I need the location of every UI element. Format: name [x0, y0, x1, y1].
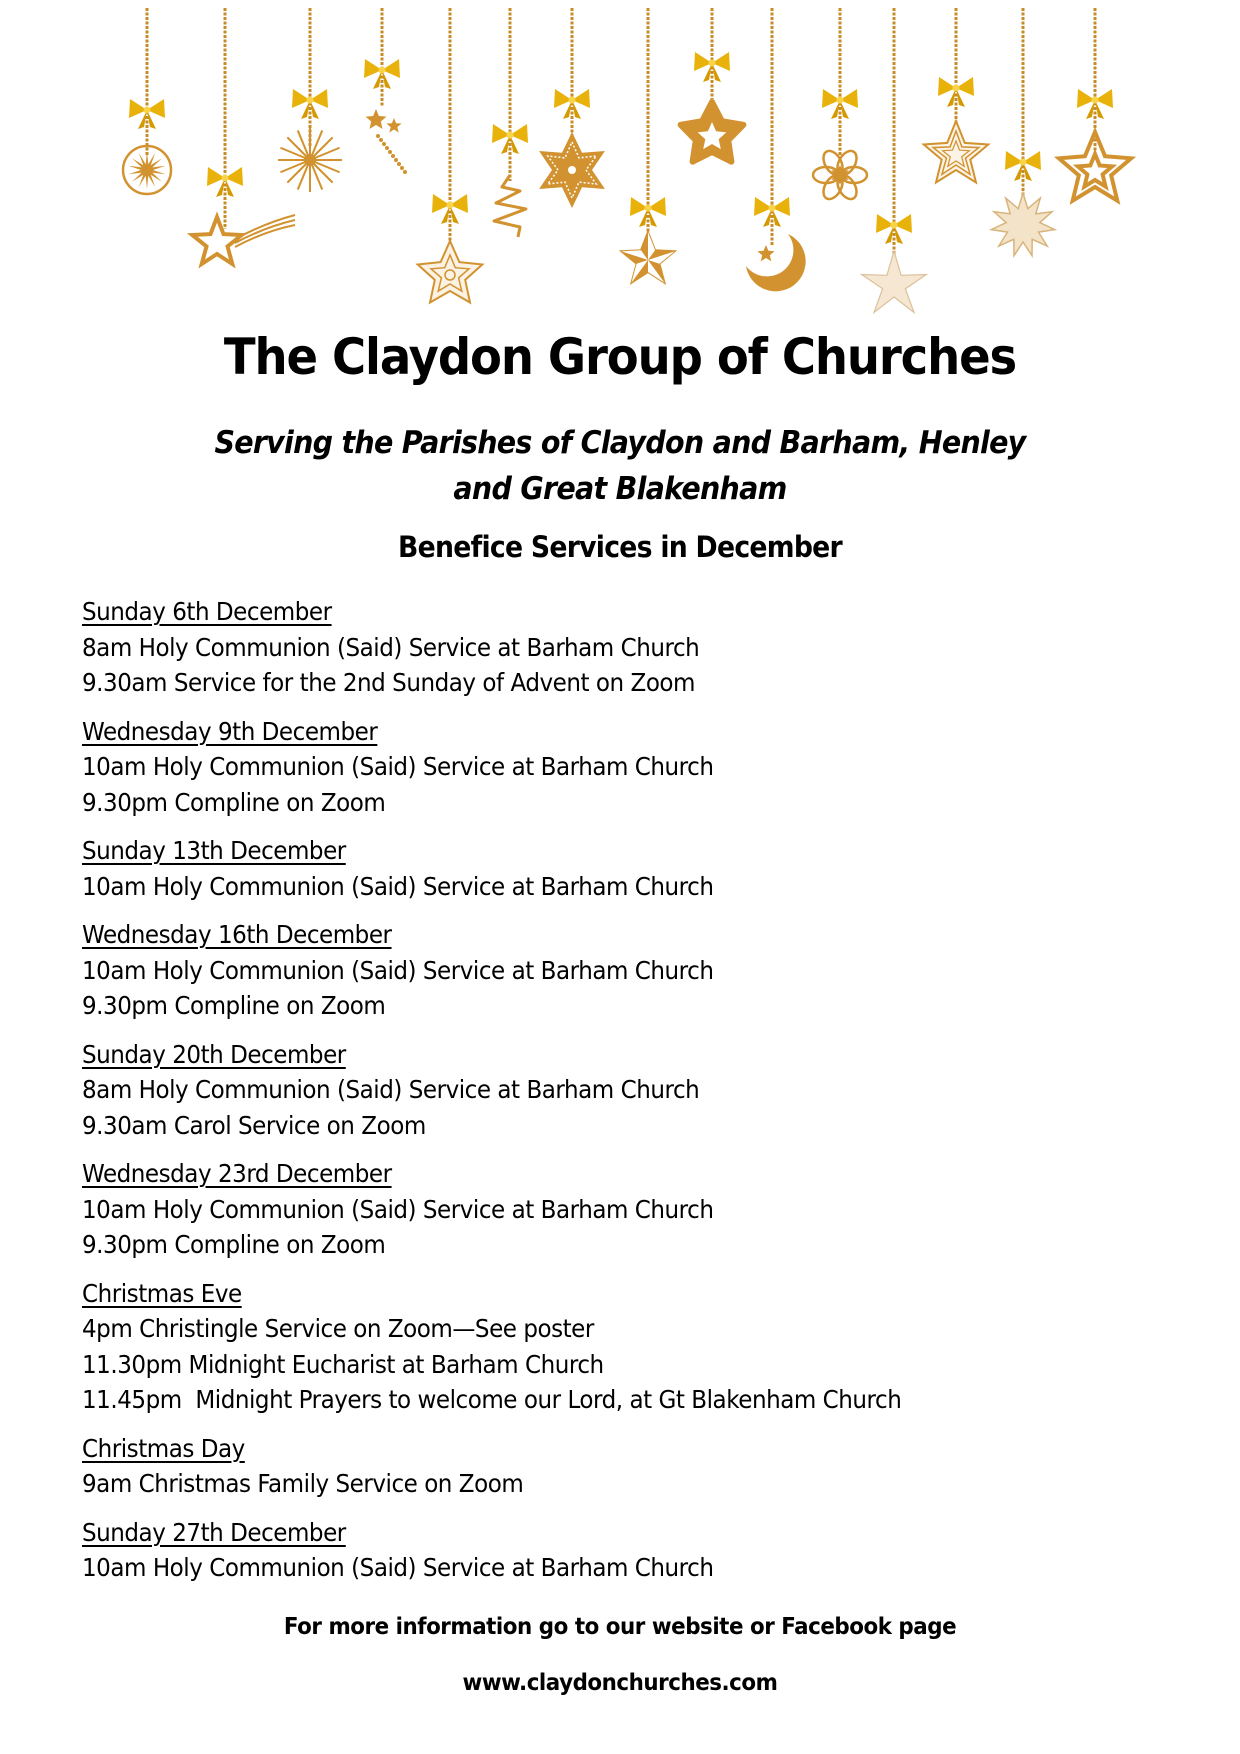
gingerbread-star-icon: [539, 8, 605, 208]
service-day-heading: Wednesday 23rd December: [82, 1159, 392, 1188]
spiral-tree-icon: [492, 8, 528, 237]
faceted-star-icon: [621, 8, 674, 283]
sun-ball-icon: [123, 8, 171, 194]
service-item: 8am Holy Communion (Said) Service at Barham Church: [82, 1075, 700, 1104]
double-outline-star-icon: [1059, 8, 1131, 201]
crescent-star-icon: [746, 8, 806, 291]
service-group: [82, 1431, 1182, 1502]
service-item: 9.30pm Compline on Zoom: [82, 1230, 386, 1259]
service-group: [82, 1037, 1182, 1144]
more-info-text: For more information go to our website or Facebook page: [283, 1614, 957, 1640]
service-day-heading: Sunday 20th December: [82, 1039, 346, 1069]
services-list: [82, 594, 1182, 1599]
service-day-heading: Sunday 6th December: [82, 597, 332, 626]
service-item: 8am Holy Communion (Said) Service at Barham Church: [82, 632, 700, 662]
subtitle-line-1: Serving the Parishes of Claydon and Barham, Henley: [214, 425, 1026, 461]
service-group: [82, 917, 1182, 1024]
firework-icon: [278, 8, 342, 192]
service-day-heading: Sunday 27th December: [82, 1517, 346, 1547]
website-link[interactable]: www.claydonchurches.com: [462, 1670, 778, 1696]
flower-icon: [813, 8, 867, 202]
service-group: [82, 594, 1182, 701]
lace-star-icon: [418, 8, 483, 303]
subtitle-line-2: and Great Blakenham: [453, 471, 787, 507]
service-item: 10am Holy Communion (Said) Service at Barham Church: [82, 1194, 714, 1224]
page-title: The Claydon Group of Churches: [223, 328, 1017, 386]
star-cluster-icon: [364, 8, 407, 174]
striped-star-icon: [924, 8, 989, 183]
service-item: 11.45pm Midnight Prayers to welcome our Lord, at Gt Blakenham Church: [82, 1385, 902, 1414]
service-day-heading: Wednesday 16th December: [82, 920, 392, 949]
services-heading: Benefice Services in December: [398, 530, 842, 564]
service-item: 9.30pm Compline on Zoom: [82, 787, 386, 817]
service-item: 9.30am Carol Service on Zoom: [82, 1110, 426, 1140]
service-day-heading: Sunday 13th December: [82, 836, 346, 865]
service-group: [82, 833, 1182, 904]
service-group: [82, 1515, 1182, 1586]
service-item: 9.30pm Compline on Zoom: [82, 991, 386, 1020]
service-item: 11.30pm Midnight Eucharist at Barham Church: [82, 1349, 604, 1379]
service-day-heading: Christmas Eve: [82, 1278, 242, 1308]
service-item: 10am Holy Communion (Said) Service at Barham Church: [82, 871, 714, 901]
service-item: 9am Christmas Family Service on Zoom: [82, 1469, 524, 1498]
hanging-ornaments-banner: [0, 0, 1240, 320]
service-day-heading: Christmas Day: [82, 1433, 245, 1463]
service-item: 10am Holy Communion (Said) Service at Barham Church: [82, 752, 714, 781]
service-item: 4pm Christingle Service on Zoom—See poster: [82, 1314, 594, 1343]
service-group: [82, 1276, 1182, 1418]
service-item: 10am Holy Communion (Said) Service at Barham Church: [82, 1553, 714, 1582]
sparkle-star-icon: [862, 8, 927, 313]
hollow-star-icon: [681, 8, 744, 162]
service-group: [82, 714, 1182, 821]
service-item: 9.30am Service for the 2nd Sunday of Advent on Zoom: [82, 668, 696, 697]
subtitle: [50, 420, 1191, 512]
service-group: [82, 1156, 1182, 1263]
service-item: 10am Holy Communion (Said) Service at Barham Church: [82, 955, 714, 985]
twelve-point-star-icon: [991, 8, 1054, 256]
service-day-heading: Wednesday 9th December: [82, 716, 378, 746]
shooting-star-icon: [192, 8, 295, 264]
